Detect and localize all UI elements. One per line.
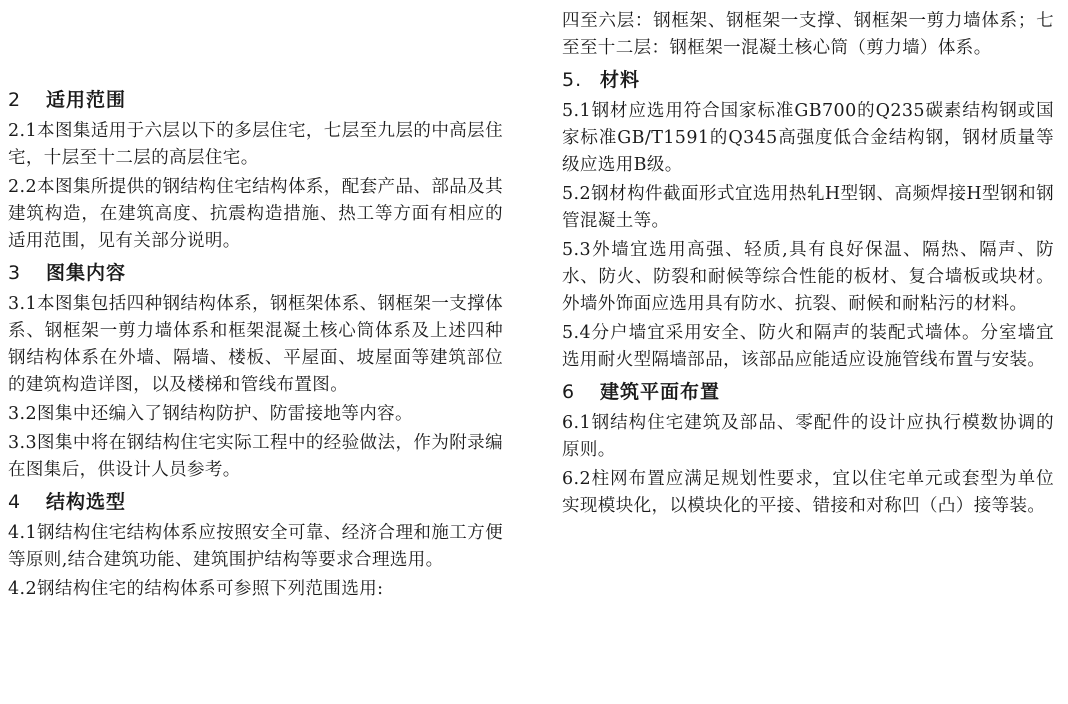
section-4 xyxy=(8,486,503,603)
section-heading: 3 图集内容 xyxy=(8,262,127,284)
right-column xyxy=(562,0,1054,522)
paragraph: 6.2柱网布置应满足规划性要求，宜以住宅单元或套型为单位实现模块化，以模块化的平接、错接和对称凹（凸）接等装。 xyxy=(562,469,1054,516)
section-5 xyxy=(562,64,1054,374)
left-column xyxy=(8,0,503,605)
paragraph: 2.1本图集适用于六层以下的多层住宅，七层至九层的中高层住宅，十层至十二层的高层住宅。 xyxy=(8,121,503,168)
paragraph: 4.2钢结构住宅的结构体系可参照下列范围选用: xyxy=(8,579,384,599)
paragraph: 3.1本图集包括四种钢结构体系，钢框架体系、钢框架一支撑体系、钢框架一剪力墙体系和框架混凝土核心筒体系及上述四种钢结构体系在外墙、隔墙、楼板、平屋面、坡屋面等建筑部位的建筑构造详图，以及楼梯和管线布置图。 xyxy=(8,294,503,395)
paragraph: 5.2钢材构件截面形式宜选用热轧H型钢、高频焊接H型钢和钢管混凝土等。 xyxy=(562,184,1054,231)
paragraph: 5.3外墙宜选用高强、轻质,具有良好保温、隔热、隔声、防水、防火、防裂和耐候等综合性能的板材、复合墙板或块材。外墙外饰面应选用具有防水、抗裂、耐候和耐粘污的材料。 xyxy=(562,240,1054,314)
section-heading: 6 建筑平面布置 xyxy=(562,381,721,403)
section-heading: 5. 材料 xyxy=(562,69,641,91)
intro-paragraph: 四至六层：钢框架、钢框架一支撑、钢框架一剪力墙体系；七至至十二层：钢框架一混凝土核心筒（剪力墙）体系。 xyxy=(562,11,1054,58)
paragraph: 3.3图集中将在钢结构住宅实际工程中的经验做法，作为附录编在图集后，供设计人员参考。 xyxy=(8,433,503,480)
paragraph: 2.2本图集所提供的钢结构住宅结构体系，配套产品、部品及其建筑构造，在建筑高度、抗震构造措施、热工等方面有相应的适用范围，见有关部分说明。 xyxy=(8,177,503,251)
section-3 xyxy=(8,257,503,484)
section-2 xyxy=(8,84,503,255)
paragraph: 6.1钢结构住宅建筑及部品、零配件的设计应执行模数协调的原则。 xyxy=(562,413,1054,460)
paragraph: 3.2图集中还编入了钢结构防护、防雷接地等内容。 xyxy=(8,404,413,424)
section-heading: 2 适用范围 xyxy=(8,89,127,111)
paragraph: 5.1钢材应选用符合国家标准GB700的Q235碳素结构钢或国家标准GB/T1591的Q345高强度低合金结构钢，钢材质量等级应选用B级。 xyxy=(562,101,1054,175)
paragraph: 4.1钢结构住宅结构体系应按照安全可靠、经济合理和施工方便等原则,结合建筑功能、建筑围护结构等要求合理选用。 xyxy=(8,523,503,570)
paragraph: 5.4分户墙宜采用安全、防火和隔声的装配式墙体。分室墙宜选用耐火型隔墙部品，该部品应能适应设施管线布置与安装。 xyxy=(562,323,1054,370)
section-6 xyxy=(562,376,1054,520)
section-heading: 4 结构选型 xyxy=(8,491,127,513)
